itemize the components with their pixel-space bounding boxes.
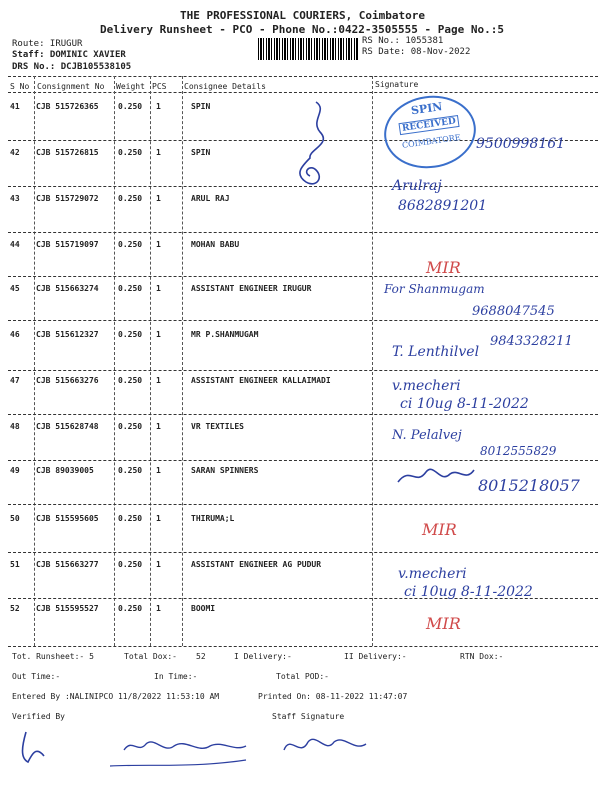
row-rule — [8, 414, 598, 415]
verified-by-label: Verified By — [12, 712, 65, 721]
row-rule — [8, 276, 598, 277]
row-weight: 0.250 — [118, 560, 143, 569]
row-weight: 0.250 — [118, 240, 143, 249]
row-sno: 50 — [10, 514, 20, 523]
total-pod-label: Total POD:- — [276, 672, 329, 681]
handwritten-note: ci 10ug 8-11-2022 — [400, 396, 529, 412]
handwritten-signature: N. Pelalvej — [392, 428, 462, 443]
row-consignment: CJB 515729072 — [36, 194, 99, 203]
row-weight: 0.250 — [118, 148, 143, 157]
table-row — [0, 234, 600, 280]
handwritten-mir: MIR — [426, 614, 461, 633]
drs-number: DRS No.: DCJB105538105 — [12, 62, 132, 72]
row-pcs: 1 — [156, 376, 161, 385]
col-header-weight: Weight — [116, 82, 145, 91]
row-rule — [8, 552, 598, 553]
handwritten-signature: T. Lenthilvel — [392, 344, 480, 360]
row-consignee: SPIN — [191, 148, 211, 157]
row-weight: 0.250 — [118, 102, 143, 111]
row-weight: 0.250 — [118, 466, 143, 475]
row-consignment: CJB 89039005 — [36, 466, 94, 475]
ii-delivery-label: II Delivery:- — [344, 652, 407, 661]
col-header-pcs: PCS — [152, 82, 167, 91]
row-sno: 41 — [10, 102, 20, 111]
row-pcs: 1 — [156, 466, 161, 475]
row-pcs: 1 — [156, 148, 161, 157]
table-row — [0, 508, 600, 554]
entered-by: Entered By :NALINIPCO 11/8/2022 11:53:10 AM — [12, 692, 220, 701]
row-weight: 0.250 — [118, 330, 143, 339]
row-consignee: ARUL RAJ — [191, 194, 230, 203]
row-weight: 0.250 — [118, 284, 143, 293]
row-rule — [8, 320, 598, 321]
row-pcs: 1 — [156, 102, 161, 111]
table-header-rule — [8, 92, 598, 93]
row-consignment: CJB 515595605 — [36, 514, 99, 523]
rtn-dox-label: RTN Dox:- — [460, 652, 504, 661]
signature-scribble — [280, 96, 340, 190]
row-consignee: THIRUMA;L — [191, 514, 235, 523]
total-runsheet: Tot. Runsheet:- 5 — [12, 652, 94, 661]
barcode — [258, 38, 358, 60]
table-top-rule — [8, 76, 598, 77]
row-consignee: VR TEXTILES — [191, 422, 244, 431]
row-consignee: SARAN SPINNERS — [191, 466, 259, 475]
col-header-consignment: Consignment No — [37, 82, 105, 91]
handwritten-phone: 8682891201 — [398, 198, 488, 214]
row-consignment: CJB 515719097 — [36, 240, 99, 249]
row-consignment: CJB 515612327 — [36, 330, 99, 339]
handwritten-note: ci 10ug 8-11-2022 — [404, 584, 533, 600]
row-sno: 46 — [10, 330, 20, 339]
row-consignee: SPIN — [191, 102, 211, 111]
company-name: THE PROFESSIONAL COURIERS, Coimbatore — [180, 9, 426, 22]
row-rule — [8, 504, 598, 505]
table-bottom-rule — [8, 646, 598, 647]
row-sno: 45 — [10, 284, 20, 293]
row-consignee: BOOMI — [191, 604, 216, 613]
row-sno: 42 — [10, 148, 20, 157]
handwritten-phone: 9500998161 — [476, 136, 566, 152]
stamp-top-text: SPIN — [410, 100, 444, 118]
row-consignment: CJB 515663277 — [36, 560, 99, 569]
handwritten-signature: v.mecheri — [398, 566, 467, 582]
row-weight: 0.250 — [118, 514, 143, 523]
col-header-consignee: Consignee Details — [184, 82, 266, 91]
row-consignee: MOHAN BABU — [191, 240, 240, 249]
rs-date: RS Date: 08-Nov-2022 — [362, 47, 471, 57]
row-consignment: CJB 515726365 — [36, 102, 99, 111]
printed-on: Printed On: 08-11-2022 11:47:07 — [258, 692, 408, 701]
handwritten-signature: For Shanmugam — [384, 282, 485, 296]
row-sno: 51 — [10, 560, 20, 569]
handwritten-phone: 8015218057 — [478, 476, 580, 495]
row-pcs: 1 — [156, 284, 161, 293]
row-consignee: ASSISTANT ENGINEER AG PUDUR — [191, 560, 322, 569]
row-sno: 48 — [10, 422, 20, 431]
row-consignee: ASSISTANT ENGINEER KALLAIMADI — [191, 376, 331, 385]
total-dox-label: Total Dox:- — [124, 652, 177, 661]
row-pcs: 1 — [156, 330, 161, 339]
row-sno: 47 — [10, 376, 20, 385]
handwritten-phone: 8012555829 — [480, 444, 557, 458]
i-delivery-label: I Delivery:- — [234, 652, 292, 661]
staff-signature-label: Staff Signature — [272, 712, 345, 721]
table-row — [0, 598, 600, 644]
row-consignment: CJB 515628748 — [36, 422, 99, 431]
col-header-sno: S No — [10, 82, 30, 91]
row-consignment: CJB 515726815 — [36, 148, 99, 157]
total-dox-value: 52 — [196, 652, 206, 661]
row-sno: 52 — [10, 604, 20, 613]
handwritten-signature: v.mecheri — [392, 378, 461, 394]
handwritten-phone: 9688047545 — [472, 304, 555, 319]
handwritten-mir: MIR — [426, 258, 461, 277]
row-sno: 44 — [10, 240, 20, 249]
row-sno: 49 — [10, 466, 20, 475]
row-pcs: 1 — [156, 194, 161, 203]
row-consignee: ASSISTANT ENGINEER IRUGUR — [191, 284, 312, 293]
stamp-bottom-text: COIMBATORE — [401, 132, 462, 150]
row-pcs: 1 — [156, 422, 161, 431]
row-pcs: 1 — [156, 514, 161, 523]
in-time-label: In Time:- — [154, 672, 198, 681]
route-label: Route: IRUGUR — [12, 39, 83, 49]
row-pcs: 1 — [156, 560, 161, 569]
table-row — [0, 188, 600, 234]
handwritten-mir: MIR — [422, 520, 457, 539]
signature-scribble — [396, 464, 476, 490]
row-weight: 0.250 — [118, 604, 143, 613]
row-consignment: CJB 515663274 — [36, 284, 99, 293]
row-sno: 43 — [10, 194, 20, 203]
runsheet-title: Delivery Runsheet - PCO - Phone No.:0422-3505555 - Page No.:5 — [100, 23, 504, 36]
row-pcs: 1 — [156, 604, 161, 613]
out-time-label: Out Time:- — [12, 672, 61, 681]
stamp-middle-text: RECEIVED — [398, 115, 459, 135]
row-weight: 0.250 — [118, 194, 143, 203]
handwritten-signature: Arulraj — [392, 178, 442, 194]
row-consignment: CJB 515595527 — [36, 604, 99, 613]
row-weight: 0.250 — [118, 376, 143, 385]
col-header-signature: Signature — [375, 80, 419, 89]
row-rule — [8, 232, 598, 233]
staff-label: Staff: DOMINIC XAVIER — [12, 50, 126, 60]
row-pcs: 1 — [156, 240, 161, 249]
rs-number: RS No.: 1055381 — [362, 36, 444, 46]
row-weight: 0.250 — [118, 422, 143, 431]
row-consignment: CJB 515663276 — [36, 376, 99, 385]
row-consignee: MR P.SHANMUGAM — [191, 330, 259, 339]
footer-signatures — [14, 724, 374, 774]
handwritten-phone: 9843328211 — [490, 334, 573, 349]
